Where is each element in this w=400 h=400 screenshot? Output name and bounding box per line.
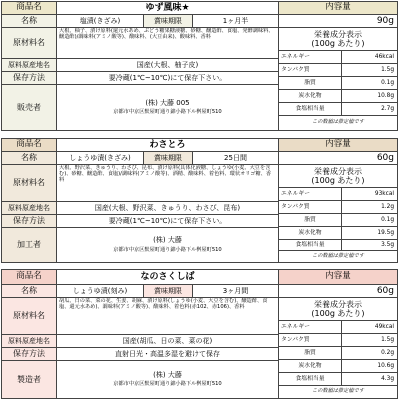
nutrition-subtitle: (100g あたり) xyxy=(311,39,365,48)
content-header: 内容量 xyxy=(278,269,398,285)
content-header: 内容量 xyxy=(278,138,398,152)
bestbefore-value: 25日間 xyxy=(192,151,279,165)
maker-label: 販売者 xyxy=(1,84,57,131)
storage-value: 直射日光・高温多湿を避けて保存 xyxy=(56,347,279,361)
nut-salt-value: 2.7g xyxy=(341,102,398,116)
nut-carb-label: 炭水化物 xyxy=(278,359,342,373)
bestbefore-label: 賞味期限 xyxy=(143,284,193,298)
nut-fat-label: 脂質 xyxy=(278,213,342,227)
nut-energy-label: エネルギー xyxy=(278,50,342,64)
nut-protein-label: タンパク質 xyxy=(278,63,342,77)
bestbefore-label: 賞味期限 xyxy=(143,151,193,165)
maker-label: 製造者 xyxy=(1,360,57,399)
maker-address: 京都市中京区麩屋町通り錦小路下ル桝屋町510 xyxy=(113,381,222,388)
product-label-1 xyxy=(1,1,398,131)
storage-label: 保存方法 xyxy=(1,71,57,85)
storage-label: 保存方法 xyxy=(1,347,57,361)
nut-energy-label: エネルギー xyxy=(278,320,342,334)
nut-fat-label: 脂質 xyxy=(278,76,342,90)
nutrition-header xyxy=(278,297,398,321)
name-value: 塩漬(きざみ) xyxy=(56,14,144,28)
nut-energy-value: 49kcal xyxy=(341,320,398,334)
product-label-2 xyxy=(1,138,398,263)
nut-protein-label: タンパク質 xyxy=(278,333,342,347)
ingredients-label: 原材料名 xyxy=(1,297,57,335)
nut-carb-value: 10.6g xyxy=(341,359,398,373)
nut-protein-value: 1.5g xyxy=(341,333,398,347)
nut-salt-label: 食塩相当量 xyxy=(278,102,342,116)
nutrition-subtitle: (100g あたり) xyxy=(311,309,365,318)
origin-value: 国産(胡瓜、日の菜、菜の花) xyxy=(56,334,279,348)
nutrition-header xyxy=(278,27,398,51)
nut-salt-label: 食塩相当量 xyxy=(278,239,342,251)
product-name-header: 商品名 xyxy=(1,138,57,152)
nut-carb-label: 炭水化物 xyxy=(278,226,342,240)
nut-salt-value: 3.5g xyxy=(341,239,398,251)
nut-energy-label: エネルギー xyxy=(278,187,342,201)
bestbefore-value: 1ヶ月半 xyxy=(192,14,279,28)
maker-value xyxy=(56,84,279,131)
nutrition-note: この数値は推定値です xyxy=(278,250,398,263)
origin-label: 原料原産地名 xyxy=(1,334,57,348)
content-value: 60g xyxy=(278,284,398,298)
content-value: 90g xyxy=(278,14,398,28)
nut-energy-value: 93kcal xyxy=(341,187,398,201)
maker-name: (株) 大藤 xyxy=(153,236,182,245)
nutrition-title: 栄養成分表示 xyxy=(314,166,362,176)
bestbefore-label: 賞味期限 xyxy=(143,14,193,28)
nut-energy-value: 46kcal xyxy=(341,50,398,64)
nut-carb-value: 10.8g xyxy=(341,89,398,103)
storage-label: 保存方法 xyxy=(1,214,57,228)
product-name-header: 商品名 xyxy=(1,269,57,285)
content-value: 60g xyxy=(278,151,398,165)
nutrition-subtitle: (100g あたり) xyxy=(311,176,365,185)
nutrition-title: 栄養成分表示 xyxy=(314,299,362,309)
maker-name: (株) 大藤 xyxy=(153,370,182,379)
product-title: なのさくしば xyxy=(56,269,279,285)
nut-salt-label: 食塩相当量 xyxy=(278,372,342,386)
nutrition-header xyxy=(278,164,398,188)
ingredients-value: 大根、柚子、漬け原料(還元水あめ、ぶどう糖果糖液糖、砂糖、醸造酢、食塩、発酵調味料、醸造酢)/調味料(アミノ酸等)、酸味料、(大豆由来)、酸味料、香料 xyxy=(56,27,279,59)
maker-address: 京都市中京区麩屋町通り錦小路下ル桝屋町510 xyxy=(113,109,222,116)
storage-value: 要冷蔵(1℃~10℃)にて保存下さい。 xyxy=(56,214,279,228)
nut-fat-value: 0.1g xyxy=(341,76,398,90)
nut-protein-value: 1.5g xyxy=(341,63,398,77)
product-name-header: 商品名 xyxy=(1,1,57,15)
nutrition-note: この数値は推定値です xyxy=(278,115,398,131)
nut-protein-label: タンパク質 xyxy=(278,200,342,214)
product-title: ゆず風味★ xyxy=(56,1,279,15)
name-label: 名称 xyxy=(1,151,57,165)
origin-label: 原料原産地名 xyxy=(1,201,57,215)
ingredients-value: 大根、野沢菜、きゅうり、わさび、昆布、漬け原料(具体化液糖、しょうゆ(小麦、大豆を含む)、砂糖、醸造酢、食塩)/調味料(アミノ酸等)、酒精、酸味料、着色料、環状オリゴ糖、香料 xyxy=(56,164,279,202)
content-header: 内容量 xyxy=(278,1,398,15)
ingredients-label: 原材料名 xyxy=(1,27,57,59)
maker-address: 京都市中京区麩屋町通り錦小路下ル桝屋町510 xyxy=(113,246,222,253)
maker-value xyxy=(56,360,279,399)
nut-protein-value: 1.2g xyxy=(341,200,398,214)
maker-name: (株) 大藤 005 xyxy=(145,98,190,107)
ingredients-label: 原材料名 xyxy=(1,164,57,202)
storage-value: 要冷蔵(1℃~10℃)にて保存下さい。 xyxy=(56,71,279,85)
nut-fat-value: 0.2g xyxy=(341,346,398,360)
nutrition-note: この数値は推定値です xyxy=(278,385,398,399)
ingredients-value: 胡瓜、日の菜、菜の花、生姜、胡麻、漬け原料(しょうゆ(小麦、大豆を含む)、醸造酢、食塩、還元水あめ)、調味料(アミノ酸等)、酸味料、着色料(赤102、赤106)、香料 xyxy=(56,297,279,335)
name-label: 名称 xyxy=(1,284,57,298)
name-value: しょうゆ漬(きざみ) xyxy=(56,151,144,165)
nut-fat-value: 0.1g xyxy=(341,213,398,227)
nut-fat-label: 脂質 xyxy=(278,346,342,360)
nutrition-title: 栄養成分表示 xyxy=(314,29,362,39)
maker-label: 加工者 xyxy=(1,227,57,263)
nut-salt-value: 4.3g xyxy=(341,372,398,386)
origin-label: 原料原産地名 xyxy=(1,58,57,72)
product-title: わさとろ xyxy=(56,138,279,152)
name-value: しょうゆ漬(刻み) xyxy=(56,284,144,298)
origin-value: 国産(大根、柚子皮) xyxy=(56,58,279,72)
name-label: 名称 xyxy=(1,14,57,28)
maker-value xyxy=(56,227,279,263)
nut-carb-label: 炭水化物 xyxy=(278,89,342,103)
product-label-3 xyxy=(1,269,398,399)
nut-carb-value: 19.5g xyxy=(341,226,398,240)
bestbefore-value: 3ヶ月間 xyxy=(192,284,279,298)
origin-value: 国産(大根、野沢菜、きゅうり、わさび、昆布) xyxy=(56,201,279,215)
